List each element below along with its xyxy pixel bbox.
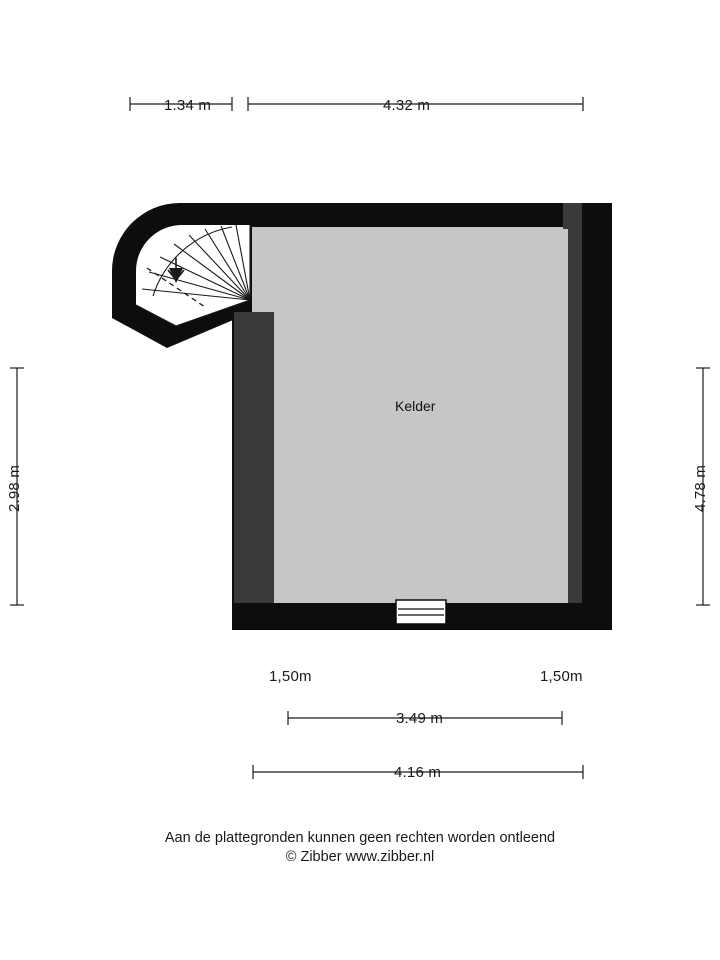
dimension-label-right: 4.78 m <box>692 464 710 513</box>
building-outline <box>112 203 612 630</box>
room-label-kelder: Kelder <box>395 398 436 414</box>
inner-wall-top-right <box>563 203 582 229</box>
dimension-label-bottom-small-left: 1,50m <box>269 668 312 685</box>
kelder-floor <box>268 227 580 603</box>
copyright-text: © Zibber www.zibber.nl <box>285 849 435 865</box>
dimension-label-bottom-small-right: 1,50m <box>540 668 583 685</box>
dimension-label-bottom-outer: 4.16 m <box>394 764 442 781</box>
window-bottom <box>396 600 446 624</box>
dimension-label-top-left: 1.34 m <box>164 97 212 114</box>
dimension-label-left: 2.98 m <box>6 464 24 513</box>
inner-wall-right <box>568 227 582 603</box>
dimension-label-bottom-mid: 3.49 m <box>396 710 444 727</box>
dimension-label-top-right: 4.32 m <box>383 97 431 114</box>
disclaimer-text: Aan de plattegronden kunnen geen rechten worden ontleend <box>164 830 556 846</box>
inner-wall-left <box>234 312 274 603</box>
kelder-floor-nook <box>252 227 268 312</box>
